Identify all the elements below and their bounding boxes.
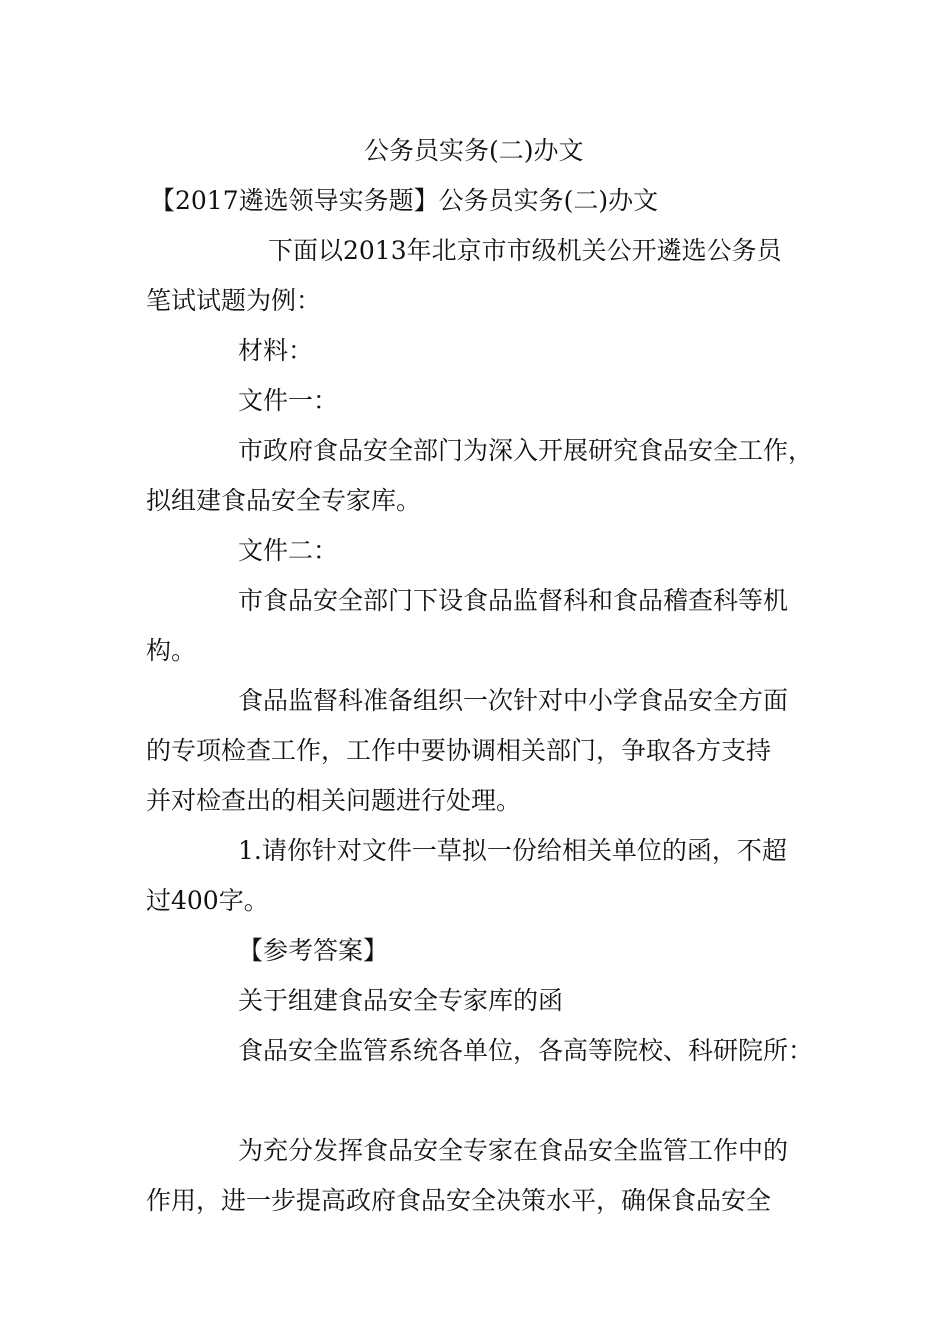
paragraph-line: 笔试试题为例： bbox=[146, 286, 322, 315]
paragraph-line: 食品监督科准备组织一次针对中小学食品安全方面 bbox=[238, 686, 789, 715]
document-title: 公务员实务(二)办文 bbox=[364, 136, 584, 165]
paragraph-line: 下面以2013年北京市市级机关公开遴选公务员 bbox=[268, 236, 782, 265]
paragraph-line: 拟组建食品安全专家库。 bbox=[146, 486, 422, 515]
paragraph-line: 并对检查出的相关问题进行处理。 bbox=[146, 786, 522, 815]
question-line: 过400字。 bbox=[146, 886, 269, 915]
letter-recipient: 食品安全监管系统各单位，各高等院校、科研院所： bbox=[238, 1036, 814, 1065]
question-line: 1.请你针对文件一草拟一份给相关单位的函，不超 bbox=[238, 836, 787, 865]
materials-label: 材料： bbox=[238, 336, 314, 365]
paragraph-line: 的专项检查工作，工作中要协调相关部门，争取各方支持 bbox=[146, 736, 772, 765]
letter-title: 关于组建食品安全专家库的函 bbox=[238, 986, 564, 1015]
paragraph-line: 作用，进一步提高政府食品安全决策水平，确保食品安全 bbox=[146, 1186, 772, 1215]
paragraph-line: 市食品安全部门下设食品监督科和食品稽查科等机 bbox=[238, 586, 789, 615]
paragraph-line: 市政府食品安全部门为深入开展研究食品安全工作， bbox=[238, 436, 814, 465]
file-one-label: 文件一： bbox=[238, 386, 339, 415]
answer-heading: 【参考答案】 bbox=[238, 936, 389, 965]
document-subtitle: 【2017遴选领导实务题】公务员实务(二)办文 bbox=[150, 186, 659, 215]
paragraph-line: 为充分发挥食品安全专家在食品安全监管工作中的 bbox=[238, 1136, 789, 1165]
file-two-label: 文件二： bbox=[238, 536, 339, 565]
paragraph-line: 构。 bbox=[146, 636, 197, 665]
